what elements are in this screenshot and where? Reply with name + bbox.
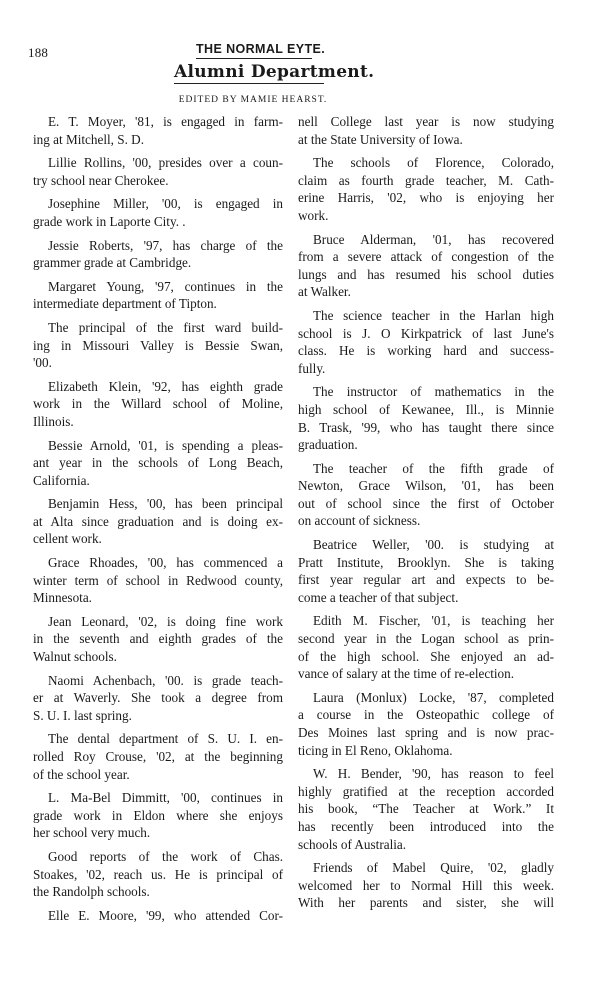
text-line: Beatrice Weller, '00. is studying at [313,537,554,553]
text-line: school is J. O Kirkpatrick of last June's [298,325,554,341]
text-line: from a severe attack of congestion of the [298,249,554,265]
alumni-note [298,612,554,682]
text-line: Pratt Institute, Brooklyn. She is taking [298,554,554,570]
alumni-note [298,231,554,301]
alumni-note [33,672,283,725]
alumni-note [33,848,283,901]
text-line: erine Harris, '02, who is enjoying her [298,190,554,206]
text-line: ing in Missouri Valley is Bessie Swan, [33,337,283,353]
alumni-note [298,460,554,530]
text-line: highly gratified at the reception accorded [298,783,554,799]
text-line: grade work in Laporte City. . [33,213,186,229]
text-line: a course in the Osteopathic college of [298,707,554,723]
text-line: The principal of the first ward build- [48,319,283,335]
text-line: has recently been introduced into the [298,818,554,834]
alumni-note [298,383,554,453]
text-line: her school very much. [33,825,151,841]
text-line: ant year in the schools of Long Beach, [33,455,283,471]
editor-line: EDITED BY MAMIE HEARST. [178,95,328,105]
alumni-note [33,278,283,313]
alumni-note [33,554,283,607]
text-line: his book, “The Teacher at Work.” It [298,801,554,817]
text-line: welcomed her to Normal Hill this week. [298,877,554,893]
text-line: ing at Mitchell, S. D. [33,131,144,147]
department-title: Alumni Department. [174,62,375,82]
text-line: at Alta since graduation and is doing ex- [33,513,283,529]
text-line: Friends of Mabel Quire, '02, gladly [313,860,554,876]
alumni-note [298,307,554,377]
alumni-note [33,495,283,548]
text-line: lungs and has resumed his school duties [298,266,554,282]
text-line: Minnesota. [33,590,92,606]
alumni-note [33,113,283,148]
text-line: vance of salary at the time of re-election. [298,666,515,682]
text-line: work. [298,207,329,223]
text-line: at the State University of Iowa. [298,131,463,147]
text-line: fully. [298,360,326,376]
text-line: grammer grade at Cambridge. [33,255,192,271]
text-line: Grace Rhoades, '00, has commenced a [48,555,283,571]
text-line: Bessie Arnold, '01, is spending a pleas- [48,437,283,453]
text-line: With her parents and sister, she will [298,895,554,911]
text-line: E. T. Moyer, '81, is engaged in farm- [48,114,283,129]
page-number: 188 [28,45,49,60]
text-line: Stoakes, '02, reach us. He is principal of [33,866,283,882]
text-line: Edith M. Fischer, '01, is teaching her [313,613,554,629]
text-line: The schools of Florence, Colorado, [313,155,554,171]
text-line: Josephine Miller, '00, is engaged in [48,196,283,212]
alumni-note [33,195,283,230]
text-line: Walnut schools. [33,649,117,665]
text-line: out of school since the first of October [298,495,554,511]
text-line: The dental department of S. U. I. en- [48,731,283,747]
text-line: Bruce Alderman, '01, has recovered [313,231,554,247]
text-line: try school near Cherokee. [33,172,169,188]
text-line: Elizabeth Klein, '92, has eighth grade [48,378,283,394]
text-line: of the school year. [33,766,130,782]
text-line: graduation. [298,437,358,453]
alumni-note [33,437,283,490]
text-line: Elle E. Moore, '99, who attended Cor- [48,907,283,923]
text-line: high school of Kewanee, Ill., is Minnie [298,401,554,417]
text-line: '00. [33,355,52,371]
text-line: Benjamin Hess, '00, has been principal [48,496,283,512]
alumni-note [298,859,554,912]
journal-title: THE NORMAL EYTE. [196,42,312,59]
text-line: S. U. I. last spring. [33,707,132,723]
text-line: on account of sickness. [298,513,421,529]
text-line: W. H. Bender, '90, has reason to feel [313,766,554,782]
text-line: the Randolph schools. [33,884,150,900]
text-line: intermediate department of Tipton. [33,296,217,312]
text-line: B. Trask, '99, who has taught there since [298,419,554,435]
text-line: work in the Willard school of Moline, [33,396,283,412]
text-line: L. Ma-Bel Dimmitt, '00, continues in [48,790,283,806]
alumni-note [33,730,283,783]
alumni-note [33,378,283,431]
text-line: schools of Australia. [298,836,407,852]
text-line: first year regular art and expects to be- [298,572,554,588]
alumni-note [33,789,283,842]
text-line: California. [33,472,90,488]
text-line: Des Moines last spring and is now prac- [298,725,554,740]
alumni-note [298,113,554,148]
text-line: Margaret Young, '97, continues in the [48,278,283,294]
text-line: winter term of school in Redwood county, [33,572,283,588]
alumni-note [33,154,283,189]
text-line: The teacher of the fifth grade of [313,460,554,476]
right-column [298,113,554,918]
text-line: Jean Leonard, '02, is doing fine work [48,613,283,629]
text-line: rolled Roy Crouse, '02, at the beginning [33,749,283,764]
left-column [33,113,283,930]
text-line: Illinois. [33,413,74,429]
alumni-note [33,907,283,925]
text-line: ticing in El Reno, Oklahoma. [298,742,453,758]
text-line: nell College last year is now studying [298,114,554,129]
text-line: Naomi Achenbach, '00. is grade teach- [48,672,283,688]
text-line: second year in the Logan school as prin- [298,631,554,647]
text-line: The science teacher in the Harlan high [313,307,554,323]
alumni-note [298,689,554,759]
alumni-note [298,536,554,606]
text-line: of the high school. She enjoyed an ad- [298,648,554,664]
text-line: cellent work. [33,531,102,547]
text-line: Newton, Grace Wilson, '01, has been [298,478,554,494]
alumni-note [33,237,283,272]
alumni-note [33,319,283,372]
alumni-note [33,613,283,666]
text-line: claim as fourth grade teacher, M. Cath- [298,172,554,188]
alumni-note [298,765,554,853]
text-line: in the seventh and eighth grades of the [33,631,283,647]
text-line: Good reports of the work of Chas. [48,848,283,864]
text-line: er at Waverly. She took a degree from [33,690,283,706]
text-line: Lillie Rollins, '00, presides over a coun- [48,155,283,171]
alumni-note [298,154,554,224]
text-line: grade work in Eldon where she enjoys [33,807,283,823]
text-line: The instructor of mathematics in the [313,384,554,400]
text-line: at Walker. [298,284,351,300]
text-line: class. He is working hard and success- [298,343,554,359]
text-line: Laura (Monlux) Locke, '87, completed [313,689,554,705]
text-line: Jessie Roberts, '97, has charge of the [48,237,283,253]
text-line: come a teacher of that subject. [298,589,459,605]
